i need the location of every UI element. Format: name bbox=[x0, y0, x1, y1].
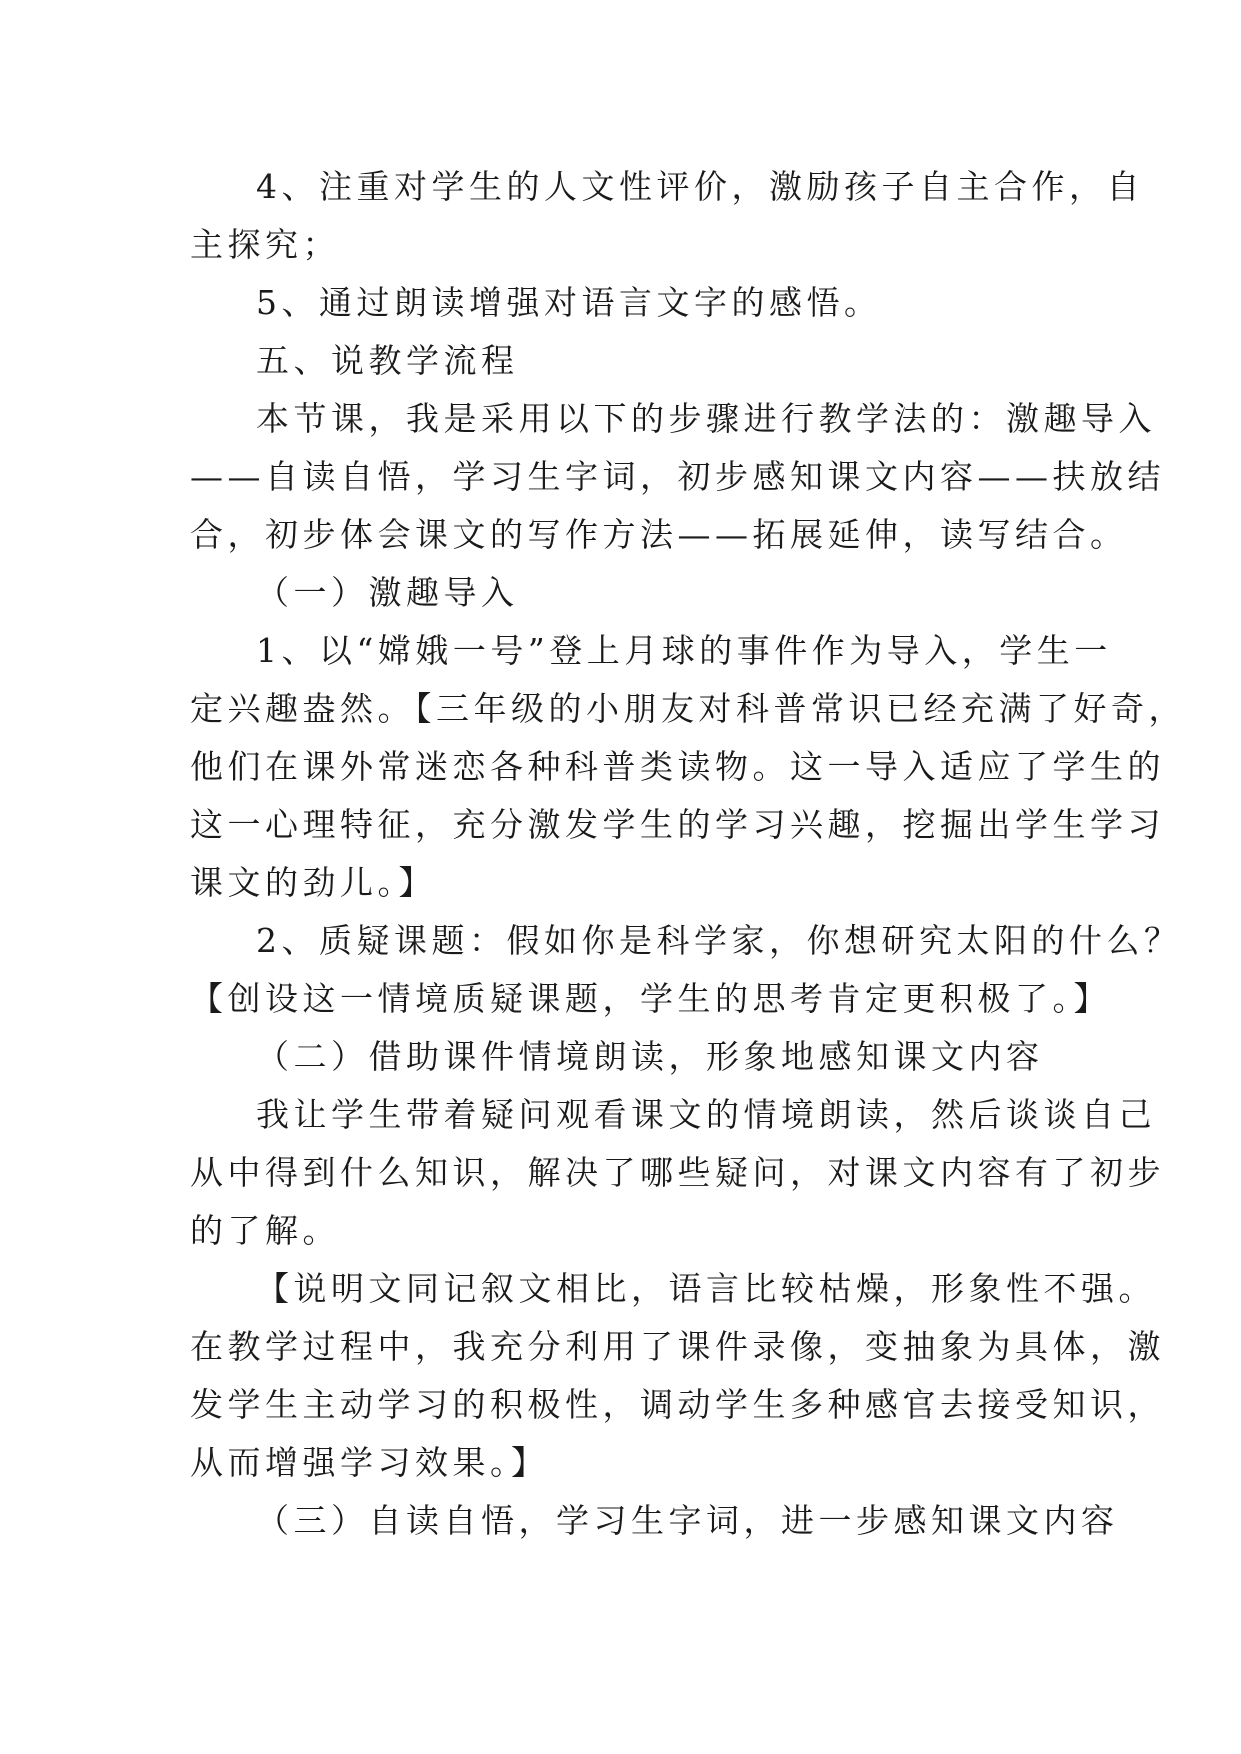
paragraph-line: 本节课，我是采用以下的步骤进行教学法的：激趣导入 bbox=[256, 399, 1156, 438]
subsection-heading: （二）借助课件情境朗读，形象地感知课文内容 bbox=[256, 1037, 1044, 1076]
section-heading: 五、说教学流程 bbox=[256, 341, 519, 380]
paragraph-line: ——自读自悟，学习生字词，初步感知课文内容——扶放结 bbox=[190, 457, 1165, 496]
paragraph-line: 发学生主动学习的积极性，调动学生多种感官去接受知识， bbox=[190, 1385, 1165, 1424]
paragraph-line: 合，初步体会课文的写作方法——拓展延伸，读写结合。 bbox=[190, 515, 1128, 554]
paragraph-line: 4、注重对学生的人文性评价，激励孩子自主合作，自 bbox=[256, 167, 1144, 206]
paragraph-line: 他们在课外常迷恋各种科普类读物。这一导入适应了学生的 bbox=[190, 747, 1165, 786]
subsection-heading: （三）自读自悟，学习生字词，进一步感知课文内容 bbox=[256, 1501, 1119, 1540]
paragraph-line: 5、通过朗读增强对语言文字的感悟。 bbox=[256, 283, 882, 322]
paragraph-line: 在教学过程中，我充分利用了课件录像，变抽象为具体，激 bbox=[190, 1327, 1165, 1366]
paragraph-line: 主探究； bbox=[190, 225, 340, 264]
paragraph-line: 这一心理特征，充分激发学生的学习兴趣，挖掘出学生学习 bbox=[190, 805, 1165, 844]
subsection-heading: （一）激趣导入 bbox=[256, 573, 519, 612]
paragraph-line: 2、质疑课题：假如你是科学家，你想研究太阳的什么？ bbox=[256, 921, 1182, 960]
paragraph-line: 课文的劲儿。】 bbox=[190, 863, 436, 902]
paragraph-line: 从而增强学习效果。】 bbox=[190, 1443, 549, 1482]
paragraph-line: 1、以“嫦娥一号”登上月球的事件作为导入，学生一 bbox=[256, 631, 1112, 670]
paragraph-line: 【创设这一情境质疑课题，学生的思考肯定更积极了。】 bbox=[190, 979, 1111, 1018]
paragraph-line: 的了解。 bbox=[190, 1211, 340, 1250]
paragraph-line: 【说明文同记叙文相比，语言比较枯燥，形象性不强。 bbox=[256, 1269, 1156, 1308]
paragraph-line: 定兴趣盎然。【三年级的小朋友对科普常识已经充满了好奇， bbox=[190, 689, 1186, 728]
paragraph-line: 从中得到什么知识，解决了哪些疑问，对课文内容有了初步 bbox=[190, 1153, 1165, 1192]
paragraph-line: 我让学生带着疑问观看课文的情境朗读，然后谈谈自己 bbox=[256, 1095, 1156, 1134]
